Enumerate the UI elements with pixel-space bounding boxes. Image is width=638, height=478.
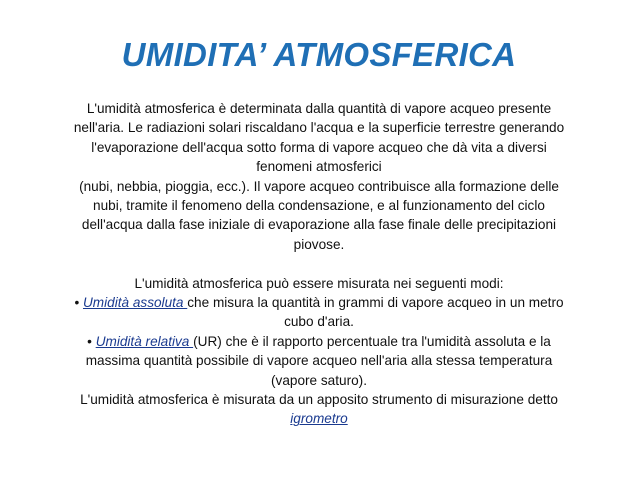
- bullet-icon: •: [87, 333, 96, 349]
- closing-paragraph: [68, 390, 570, 429]
- slide-body: [68, 99, 570, 429]
- closing-text: L'umidità atmosferica è misurata da un apposito strumento di misurazione detto: [80, 392, 558, 408]
- absolute-humidity-text: che misura la quantità in grammi di vapore acqueo in un metro cubo d'aria.: [187, 295, 564, 330]
- bullet-icon: •: [74, 295, 83, 311]
- hygrometer-link[interactable]: igrometro: [290, 411, 348, 427]
- intro-paragraph: L'umidità atmosferica è determinata dalla quantità di vapore acqueo presente nell'aria. Le radiazioni solari riscaldano l'acqua e la superficie terrestre generando l'evaporazione dell'acqua sotto forma di vapore acqueo che dà vita a diversi fenomeni atmosferici: [73, 101, 565, 175]
- absolute-humidity-link[interactable]: Umidità assoluta: [82, 295, 188, 311]
- slide-title: UMIDITA’ ATMOSFERICA: [121, 36, 517, 73]
- bullet-absolute-humidity: [68, 293, 570, 332]
- relative-humidity-link[interactable]: Umidità relativa: [95, 333, 194, 349]
- measure-intro: L'umidità atmosferica può essere misurata nei seguenti modi:: [134, 275, 504, 291]
- water-cycle-paragraph: (nubi, nebbia, pioggia, ecc.). Il vapore acqueo contribuisce alla formazione delle nubi, tramite il fenomeno della condensazione, e al funzionamento del ciclo dell'acqua dalla fase iniziale di evaporazione alla fase finale delle precipitazioni piovose.: [79, 178, 559, 252]
- bullet-relative-humidity: [68, 332, 570, 390]
- relative-humidity-text: (UR) che è il rapporto percentuale tra l'umidità assoluta e la massima quantità possibile di vapore acqueo nell'aria alla stessa temperatura (vapore saturo).: [85, 333, 553, 388]
- paragraph-gap: [68, 254, 570, 273]
